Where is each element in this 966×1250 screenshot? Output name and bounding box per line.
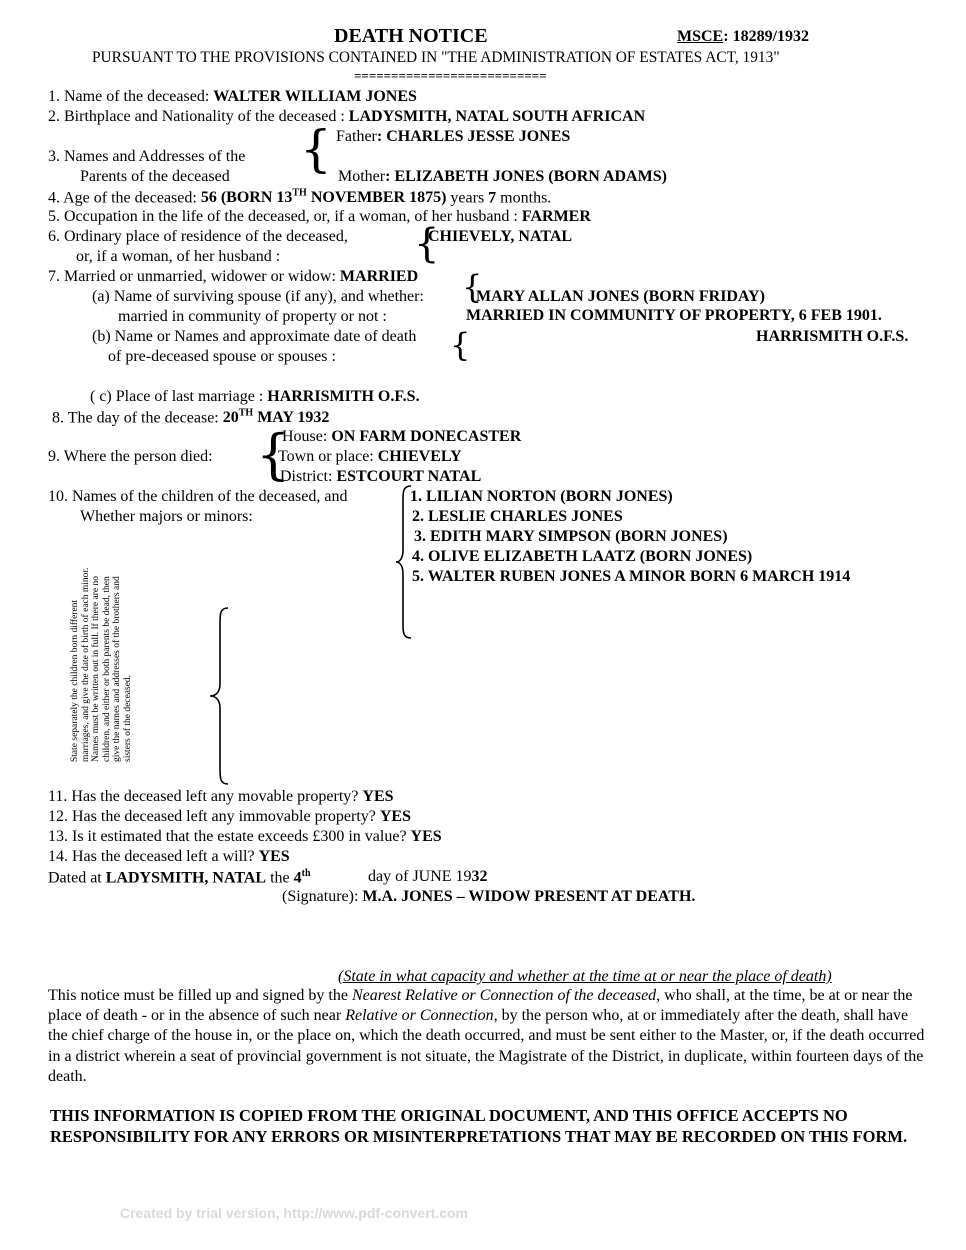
instruction-emphasis-1: Nearest Relative or Connection of the deceased [351, 987, 657, 1004]
house-label: House: [282, 428, 332, 445]
item-6-label-line-1: 6. Ordinary place of residence of the deceased, [48, 228, 348, 245]
dated-prefix: Dated at [48, 869, 106, 887]
district-label: District: [280, 468, 337, 485]
instruction-emphasis-2: Relative or Connection [345, 1007, 494, 1025]
item-7c [90, 389, 420, 405]
item-8-value-a: 20 [222, 409, 239, 427]
father [336, 129, 570, 145]
district-value: ESTCOURT NATAL [336, 468, 482, 485]
dated-day: 4 [293, 869, 302, 887]
item-4-value-a: 56 (BORN 13 [200, 189, 293, 207]
item-7b-label-line-1: (b) Name or Names and approximate date of death [92, 328, 417, 345]
instruction-part-1: This notice must be filled up and signed by the [48, 987, 352, 1004]
item-7-label: 7. Married or unmarried, widower or widow: [48, 268, 340, 285]
reference-value: : 18289/1932 [723, 28, 810, 45]
brace-icon: { [256, 423, 291, 486]
item-5 [48, 209, 591, 225]
reference-label: MSCE [677, 28, 724, 45]
item-4-value-b: NOVEMBER 1875) [306, 189, 447, 207]
item-4-months: months. [496, 189, 552, 207]
item-7a-value-line-2: MARRIED IN COMMUNITY OF PROPERTY, 6 FEB 1901. [466, 307, 882, 324]
father-label: Father [336, 128, 377, 145]
item-11-value: YES [362, 788, 394, 805]
disclaimer: THIS INFORMATION IS COPIED FROM THE ORIGINAL DOCUMENT, AND THIS OFFICE ACCEPTS NO RESPONSIBILITY FOR ANY ERRORS OR MISINTERPRETATIONS THAT MAY BE RECORDED ON THIS FORM. [50, 1106, 908, 1146]
child-1: 1. LILIAN NORTON (BORN JONES) [410, 488, 673, 505]
item-7a-value-line-3: HARRISMITH O.F.S. [756, 328, 909, 345]
dated-year-end: 32 [471, 868, 488, 885]
signature-label: (Signature): [282, 888, 363, 905]
instruction-part-3: , by the person who, at or immediately after the death, shall have the chief charge of the house in, or the place on, which the death occurred, and must be sent either to the Master, or, if the death occurred in a district wherein a seat of provincial government is not situate, the Magistrate of the District, in duplicate, within fourteen days of the death. [48, 1007, 925, 1085]
brace-icon: { [462, 268, 483, 306]
item-9-label: 9. Where the person died: [48, 448, 213, 465]
item-8-label: 8. The day of the decease: [52, 409, 223, 427]
brace-icon: { [414, 221, 440, 267]
item-1-value: WALTER WILLIAM JONES [213, 88, 417, 105]
dated-month-line [368, 869, 488, 885]
child-4: 4. OLIVE ELIZABETH LAATZ (BORN JONES) [412, 548, 753, 565]
item-6-label-line-2: or, if a woman, of her husband : [76, 248, 281, 265]
item-7-value: MARRIED [339, 268, 419, 285]
item-5-value: FARMER [521, 208, 591, 225]
dated-month: JUNE 19 [412, 868, 472, 885]
rule-line: ========================== [354, 68, 547, 83]
item-7a-label-line-1: (a) Name of surviving spouse (if any), and whether: [92, 288, 424, 305]
item-7a-label-line-2: married in community of property or not : [118, 308, 387, 325]
town-label: Town or place: [278, 448, 378, 465]
item-12 [48, 809, 411, 825]
side-note: State separately the children born different marriages, and give the date of birth of each minor. Names must be written out in full. If there are no children, and either or both parents be dead, then give the names and addresses of the brothers and sisters of the deceased. [70, 567, 133, 762]
item-4-sup: TH [292, 188, 307, 199]
dated-day-sup: th [301, 868, 311, 879]
item-10-label-line-1: 10. Names of the children of the deceased, and [48, 488, 348, 505]
item-4 [48, 189, 551, 206]
item-4-years: years [446, 189, 489, 207]
item-4-months-value: 7 [488, 189, 497, 207]
dated-the: the [266, 869, 294, 887]
item-14-label: 14. Has the deceased left a will? [48, 848, 259, 865]
item-7c-value: HARRISMITH O.F.S. [267, 388, 420, 405]
item-11-label: 11. Has the deceased left any movable property? [48, 788, 363, 805]
item-7c-label: ( c) Place of last marriage : [90, 388, 268, 405]
item-13-value: YES [410, 828, 442, 845]
father-value: : CHARLES JESSE JONES [376, 128, 571, 145]
item-1-label: 1. Name of the deceased: [48, 88, 214, 105]
item-13-label: 13. Is it estimated that the estate exceeds £300 in value? [48, 828, 411, 845]
watermark: Created by trial version, http://www.pdf-convert.com [120, 1205, 468, 1221]
mother [338, 169, 667, 185]
item-12-value: YES [379, 808, 411, 825]
item-4-value [201, 189, 447, 206]
page-title: DEATH NOTICE [334, 25, 488, 47]
item-8-value-b: MAY 1932 [253, 409, 330, 427]
item-2 [48, 109, 645, 125]
house [282, 429, 521, 445]
reference-number [677, 29, 809, 45]
dated-line [48, 869, 311, 886]
item-3-label-line-2: Parents of the deceased [80, 168, 230, 185]
town [278, 449, 462, 465]
item-14 [48, 849, 290, 865]
item-11 [48, 789, 394, 805]
signature-line [282, 889, 695, 905]
capacity-note: (State in what capacity and whether at the time at or near the place of death) [338, 968, 832, 985]
item-7 [48, 269, 418, 285]
child-5: 5. WALTER RUBEN JONES A MINOR BORN 6 MARCH 1914 [412, 568, 851, 585]
side-note-brace-icon [206, 606, 232, 786]
item-14-value: YES [258, 848, 290, 865]
dated-day-of: day of [368, 868, 413, 885]
item-5-label: 5. Occupation in the life of the deceased, or, if a woman, of her husband : [48, 208, 522, 225]
mother-label: Mother [338, 168, 386, 185]
instruction-paragraph [48, 986, 928, 1087]
brace-icon: { [450, 326, 471, 364]
mother-value: : ELIZABETH JONES (BORN ADAMS) [385, 168, 667, 185]
district [280, 469, 481, 485]
house-value: ON FARM DONECASTER [331, 428, 522, 445]
item-4-label: 4. Age of the deceased: [48, 189, 201, 207]
dated-place: LADYSMITH, NATAL [105, 869, 267, 887]
item-7b-label-line-2: of pre-deceased spouse or spouses : [108, 348, 336, 365]
item-6-value: CHIEVELY, NATAL [428, 228, 573, 245]
item-2-value: LADYSMITH, NATAL SOUTH AFRICAN [348, 108, 646, 125]
item-2-label: 2. Birthplace and Nationality of the deceased : [48, 108, 349, 125]
town-value: CHIEVELY [377, 448, 462, 465]
instruction-part-2: , who shall, at the time, be at or near the place of death - or in the absence of such near [48, 987, 913, 1025]
item-3-label-line-1: 3. Names and Addresses of the [48, 148, 246, 165]
child-2: 2. LESLIE CHARLES JONES [412, 508, 623, 525]
item-8-sup: TH [238, 408, 254, 419]
item-13 [48, 829, 442, 845]
signature-value: M.A. JONES – WIDOW PRESENT AT DEATH. [362, 888, 696, 905]
item-1 [48, 89, 417, 105]
subtitle: PURSUANT TO THE PROVISIONS CONTAINED IN "THE ADMINISTRATION OF ESTATES ACT, 1913" [92, 49, 780, 66]
item-7a-value-line-1: MARY ALLAN JONES (BORN FRIDAY) [476, 288, 765, 305]
child-3: 3. EDITH MARY SIMPSON (BORN JONES) [414, 528, 728, 545]
item-10-label-line-2: Whether majors or minors: [80, 508, 253, 525]
brace-icon: { [300, 120, 332, 178]
item-12-label: 12. Has the deceased left any immovable property? [48, 808, 380, 825]
